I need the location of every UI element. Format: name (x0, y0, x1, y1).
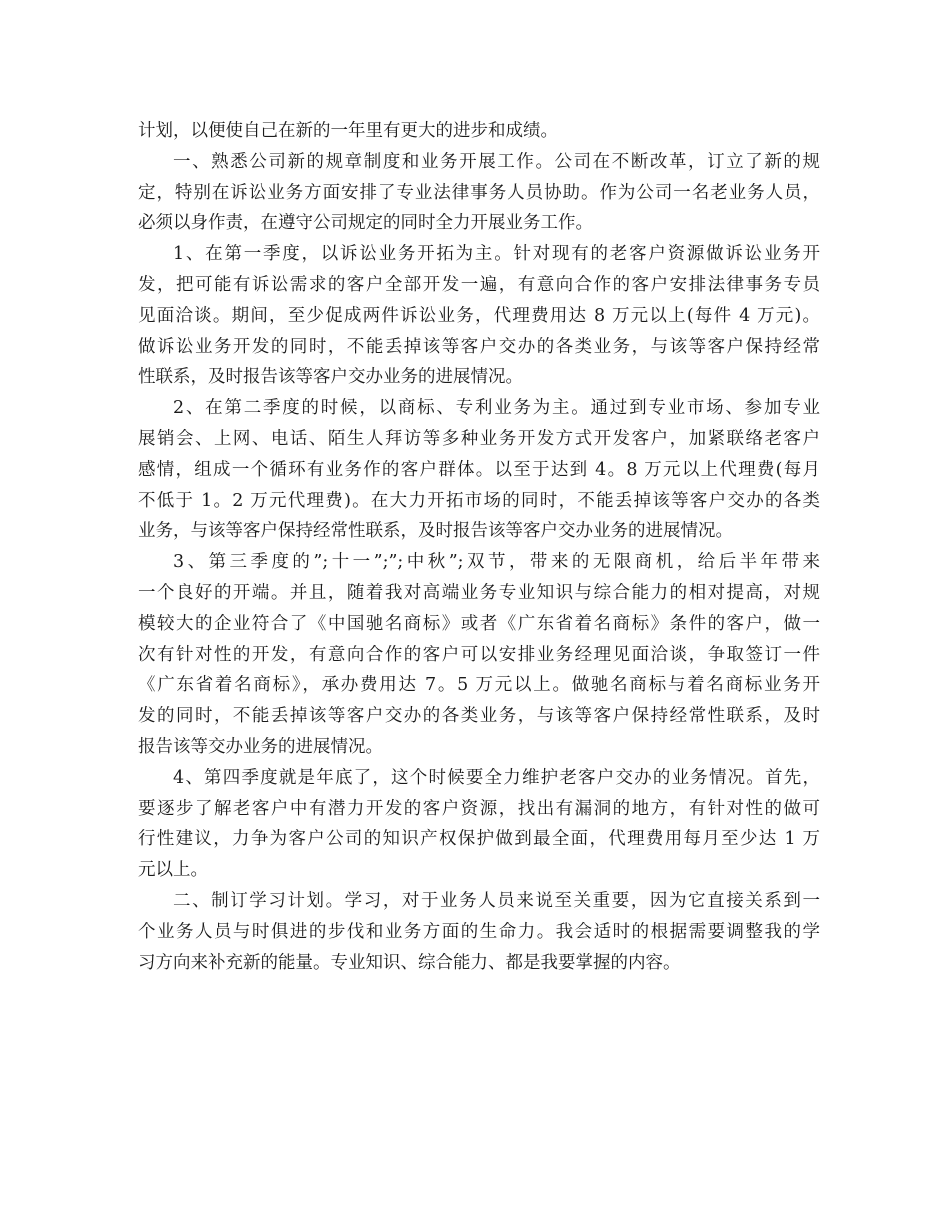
text-line: 模较大的企业符合了《中国驰名商标》或者《广东省着名商标》条件的客户，做一 (138, 613, 820, 634)
text-line: 一个良好的开端。并且，随着我对高端业务专业知识与综合能力的相对提高，对规 (138, 582, 820, 603)
text-line: 要逐步了解老客户中有潜力开发的客户资源，找出有漏洞的地方，有针对性的做可 (138, 798, 820, 819)
document-page (138, 116, 820, 978)
paragraph-section-one (138, 147, 820, 239)
text-line: 4、第四季度就是年底了，这个时候要全力维护老客户交办的业务情况。首先， (173, 767, 820, 788)
text-line: 计划，以便使自己在新的一年里有更大的进步和成绩。 (138, 121, 558, 141)
text-line: 报告该等交办业务的进展情况。 (138, 736, 383, 757)
text-line: 不低于 1。2 万元代理费)。在大力开拓市场的同时，不能丢掉该等客户交办的各类 (138, 490, 820, 511)
text-line: 必须以身作责，在遵守公司规定的同时全力开展业务工作。 (138, 213, 593, 234)
text-line: 发，把可能有诉讼需求的客户全部开发一遍，有意向合作的客户安排法律事务专员 (138, 274, 820, 295)
text-line: 发的同时，不能丢掉该等客户交办的各类业务，与该等客户保持经常性联系，及时 (138, 706, 820, 727)
text-line: 性联系，及时报告该等客户交办业务的进展情况。 (138, 367, 523, 388)
text-line: 展销会、上网、电话、陌生人拜访等多种业务开发方式开发客户，加紧联络老客户 (138, 428, 820, 449)
paragraph-intro-continuation (138, 116, 820, 147)
text-line: 2、在第二季度的时候，以商标、专利业务为主。通过到专业市场、参加专业 (173, 398, 820, 419)
text-line: 次有针对性的开发，有意向合作的客户可以安排业务经理见面洽谈，争取签订一件 (138, 644, 820, 665)
paragraph-quarter-one (138, 239, 820, 393)
text-line: 习方向来补充新的能量。专业知识、综合能力、都是我要掌握的内容。 (138, 952, 681, 973)
text-line: 二、制订学习计划。学习，对于业务人员来说至关重要，因为它直接关系到一 (173, 890, 820, 911)
text-line: 业务，与该等客户保持经常性联系，及时报告该等客户交办业务的进展情况。 (138, 521, 733, 542)
paragraph-section-two (138, 886, 820, 978)
paragraph-quarter-four (138, 763, 820, 886)
text-line: 个业务人员与时俱进的步伐和业务方面的生命力。我会适时的根据需要调整我的学 (138, 921, 820, 942)
text-line: 1、在第一季度，以诉讼业务开拓为主。针对现有的老客户资源做诉讼业务开 (173, 244, 820, 265)
paragraph-quarter-two (138, 393, 820, 547)
text-line: 见面洽谈。期间，至少促成两件诉讼业务，代理费用达 8 万元以上(每件 4 万元)。 (138, 305, 820, 326)
text-line: 《广东省着名商标》，承办费用达 7。5 万元以上。做驰名商标与着名商标业务开 (138, 675, 820, 696)
text-line: 定，特别在诉讼业务方面安排了专业法律事务人员协助。作为公司一名老业务人员， (138, 182, 820, 203)
text-line: 3、第三季度的”;十一”;”;中秋”;双节，带来的无限商机，给后半年带来 (173, 552, 820, 573)
text-line: 感情，组成一个循环有业务作的客户群体。以至于达到 4。8 万元以上代理费(每月 (138, 459, 820, 480)
text-line: 行性建议，力争为客户公司的知识产权保护做到最全面，代理费用每月至少达 1 万 (138, 829, 820, 850)
text-line: 元以上。 (138, 860, 208, 881)
paragraph-quarter-three (138, 547, 820, 763)
text-line: 一、熟悉公司新的规章制度和业务开展工作。公司在不断改革，订立了新的规 (173, 151, 820, 172)
text-line: 做诉讼业务开发的同时，不能丢掉该等客户交办的各类业务，与该等客户保持经常 (138, 336, 820, 357)
